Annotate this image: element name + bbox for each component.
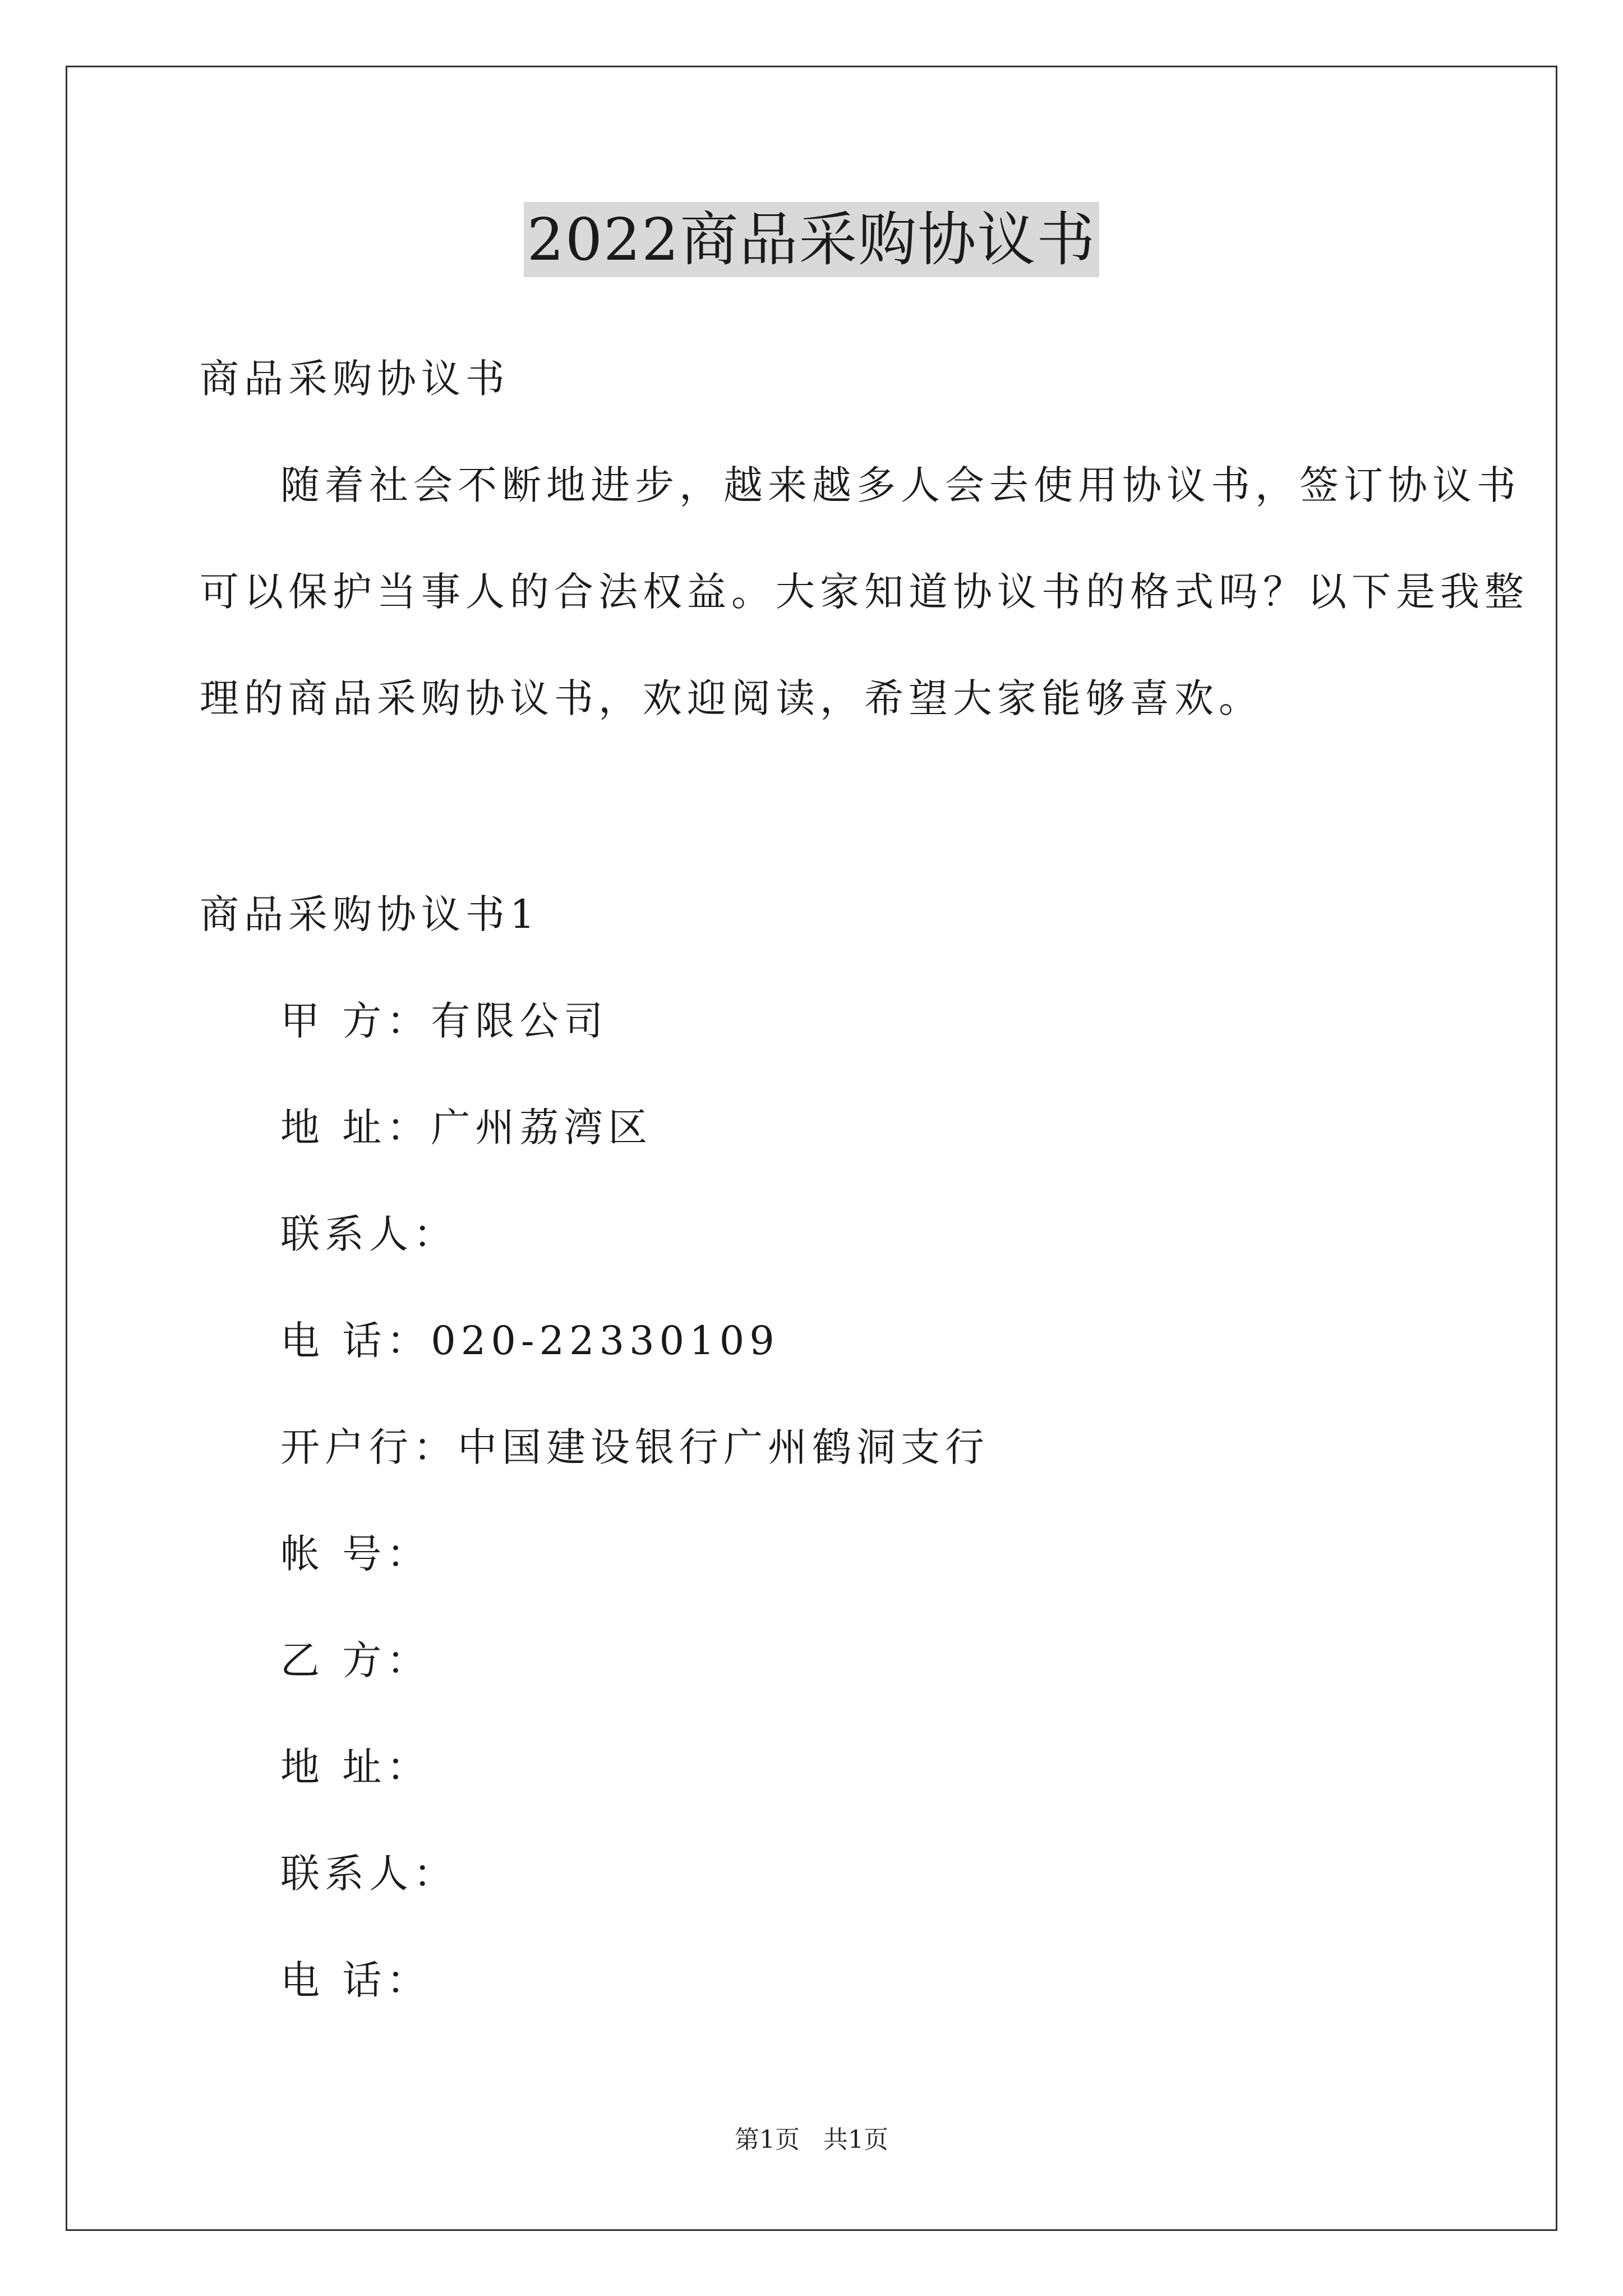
party-a-address: 地 址：广州荔湾区 xyxy=(280,1105,653,1151)
party-a-contact: 联系人： xyxy=(280,1211,458,1257)
title-container xyxy=(0,202,1623,277)
intro-line-3: 理的商品采购协议书，欢迎阅读，希望大家能够喜欢。 xyxy=(200,675,1263,721)
page-footer xyxy=(0,2123,1623,2157)
party-a-name: 甲 方：有限公司 xyxy=(280,998,608,1044)
party-a-account: 帐 号： xyxy=(280,1531,431,1577)
party-b-name: 乙 方： xyxy=(280,1637,431,1683)
intro-line-2: 可以保护当事人的合法权益。大家知道协议书的格式吗？以下是我整 xyxy=(200,569,1529,615)
page-number-total: 共1页 xyxy=(823,2125,888,2154)
party-b-address: 地 址： xyxy=(280,1744,431,1790)
party-b-phone: 电 话： xyxy=(280,1957,431,2003)
page-number-current: 第1页 xyxy=(735,2125,800,2154)
party-b-contact: 联系人： xyxy=(280,1851,458,1897)
document-title: 2022商品采购协议书 xyxy=(524,202,1100,277)
party-a-phone: 电 话：020-22330109 xyxy=(280,1318,780,1364)
intro-line-1: 随着社会不断地进步，越来越多人会去使用协议书，签订协议书 xyxy=(280,462,1521,508)
party-a-bank: 开户行：中国建设银行广州鹤洞支行 xyxy=(280,1424,989,1470)
section-title: 商品采购协议书1 xyxy=(200,891,540,937)
document-subtitle: 商品采购协议书 xyxy=(200,356,510,402)
